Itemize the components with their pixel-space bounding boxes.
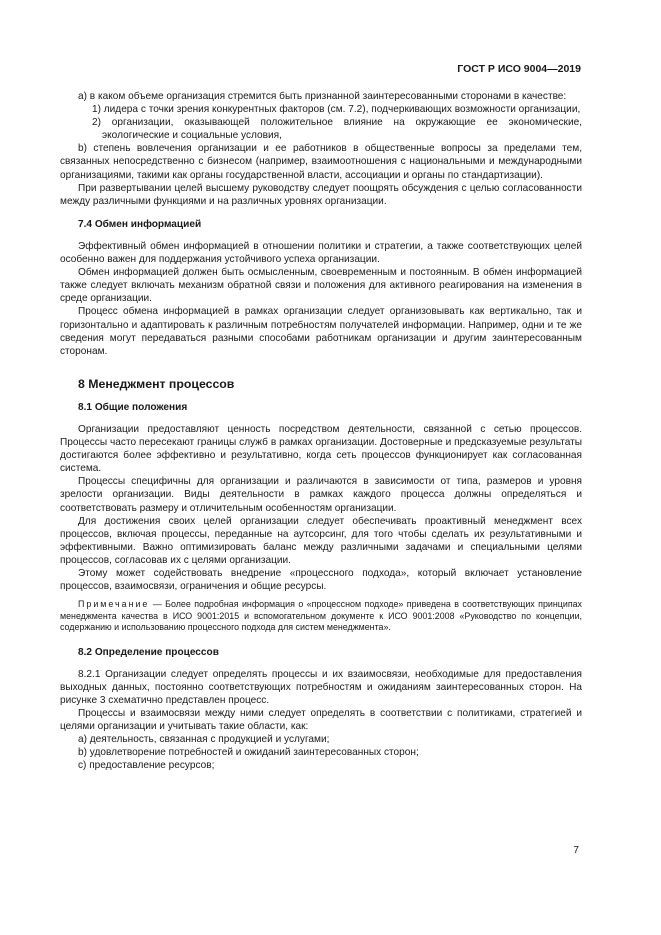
paragraph: Этому может содействовать внедрение «процессного подхода», который включает установление процессов, взаимосвязи, ограничения и общие ресурсы. (60, 568, 582, 593)
paragraph: 8.2.1 Организации следует определять процессы и их взаимосвязи, необходимые для предоставления выходных данных, постоянно соответствующих потребностям и ожиданиям заинтересованных сторон. На рисунке 3 схематично представлен процесс. (60, 668, 582, 706)
standard-header: ГОСТ Р ИСО 9004—2019 (457, 63, 581, 75)
list-item: b) удовлетворение потребностей и ожиданий заинтересованных сторон; (78, 747, 419, 759)
section-heading: 8.1 Общие положения (78, 401, 188, 413)
note (60, 599, 582, 634)
list-item: c) предоставление ресурсов; (78, 760, 215, 772)
paragraph: Организации предоставляют ценность посредством деятельности, связанной с сетью процессов. Процессы часто пересекают границы служб в рамках организации. Достоверные и предсказуемые результаты достигаются более эффективно и результативно, когда сеть процессов функционирует как согласованная система. (60, 423, 582, 475)
paragraph: a) в каком объеме организация стремится быть признанной заинтересованными сторонами в качестве: (78, 91, 567, 102)
paragraph: Процесс обмена информацией в рамках организации следует организовывать как вертикально, так и горизонтально и адаптировать к различным потребностям получателей информации. Например, одни и те же сведения могут передаваться разными способами работникам организации и другим заинтересованным сторонам. (60, 306, 582, 357)
paragraph: Обмен информацией должен быть осмысленным, своевременным и постоянным. В обмен информацией также следует включать механизм обратной связи и положения для активного реагирования на изменения в среде организации. (60, 267, 582, 305)
paragraph: b) степень вовлечения организации и ее работников в общественные вопросы за пределами тем, связанных непосредственно с бизнесом (например, взаимоотношения с национальными и международными организациями, такими как органы государственной власти, ассоциации и органы по стандартизации). (60, 143, 582, 181)
document-body (60, 90, 582, 773)
note-label: Примечание (78, 599, 150, 610)
paragraph: Процессы и взаимосвязи между ними следует определять в соответствии с политиками, стратегией и целями организации и учитывать такие области, как: (60, 708, 582, 733)
list-item: 1) лидера с точки зрения конкурентных факторов (см. 7.2), подчеркивающих возможности организации, (92, 104, 581, 116)
chapter-heading: 8 Менеджмент процессов (78, 376, 235, 391)
paragraph: Процессы специфичны для организации и различаются в зависимости от типа, размеров и уровня зрелости организации. Виды деятельности в рамках каждого процесса должны определяться и соответствовать размеру и отличительным особенностям организации. (60, 476, 582, 514)
page-number: 7 (573, 845, 579, 856)
section-heading: 7.4 Обмен информацией (78, 218, 202, 230)
list-item: 2) организации, оказывающей положительное влияние на окружающие ее экономические, экологические и социальные условия, (92, 117, 582, 142)
section-heading: 8.2 Определение процессов (78, 646, 219, 658)
paragraph: При развертывании целей высшему руководству следует поощрять обсуждения с целью согласованности между различными функциями и на различных уровнях организации. (60, 182, 582, 207)
paragraph: Эффективный обмен информацией в отношении политики и стратегии, а также соответствующих целей особенно важен для поддержания устойчивого успеха организации. (60, 240, 582, 266)
list-item: a) деятельность, связанная с продукцией и услугами; (78, 734, 330, 746)
note-text: — Более подробная информация о «процессном подходе» приведена в соответствующих принципах менеджмента качества в ИСО 9001:2015 и вспомогательном документе к ИСО 9001:2008 «Руководство по концепции, содержанию и использованию процессного подхода для систем менеджмента». (60, 599, 582, 633)
paragraph: Для достижения своих целей организации следует обеспечивать проактивный менеджмент всех процессов, включая процессы, переданные на аутсорсинг, для того чтобы сделать их результативными и эффективными. Важно оптимизировать баланс между различными задачами и специальными целями процессов, согласовав их с целями организации. (60, 515, 582, 566)
